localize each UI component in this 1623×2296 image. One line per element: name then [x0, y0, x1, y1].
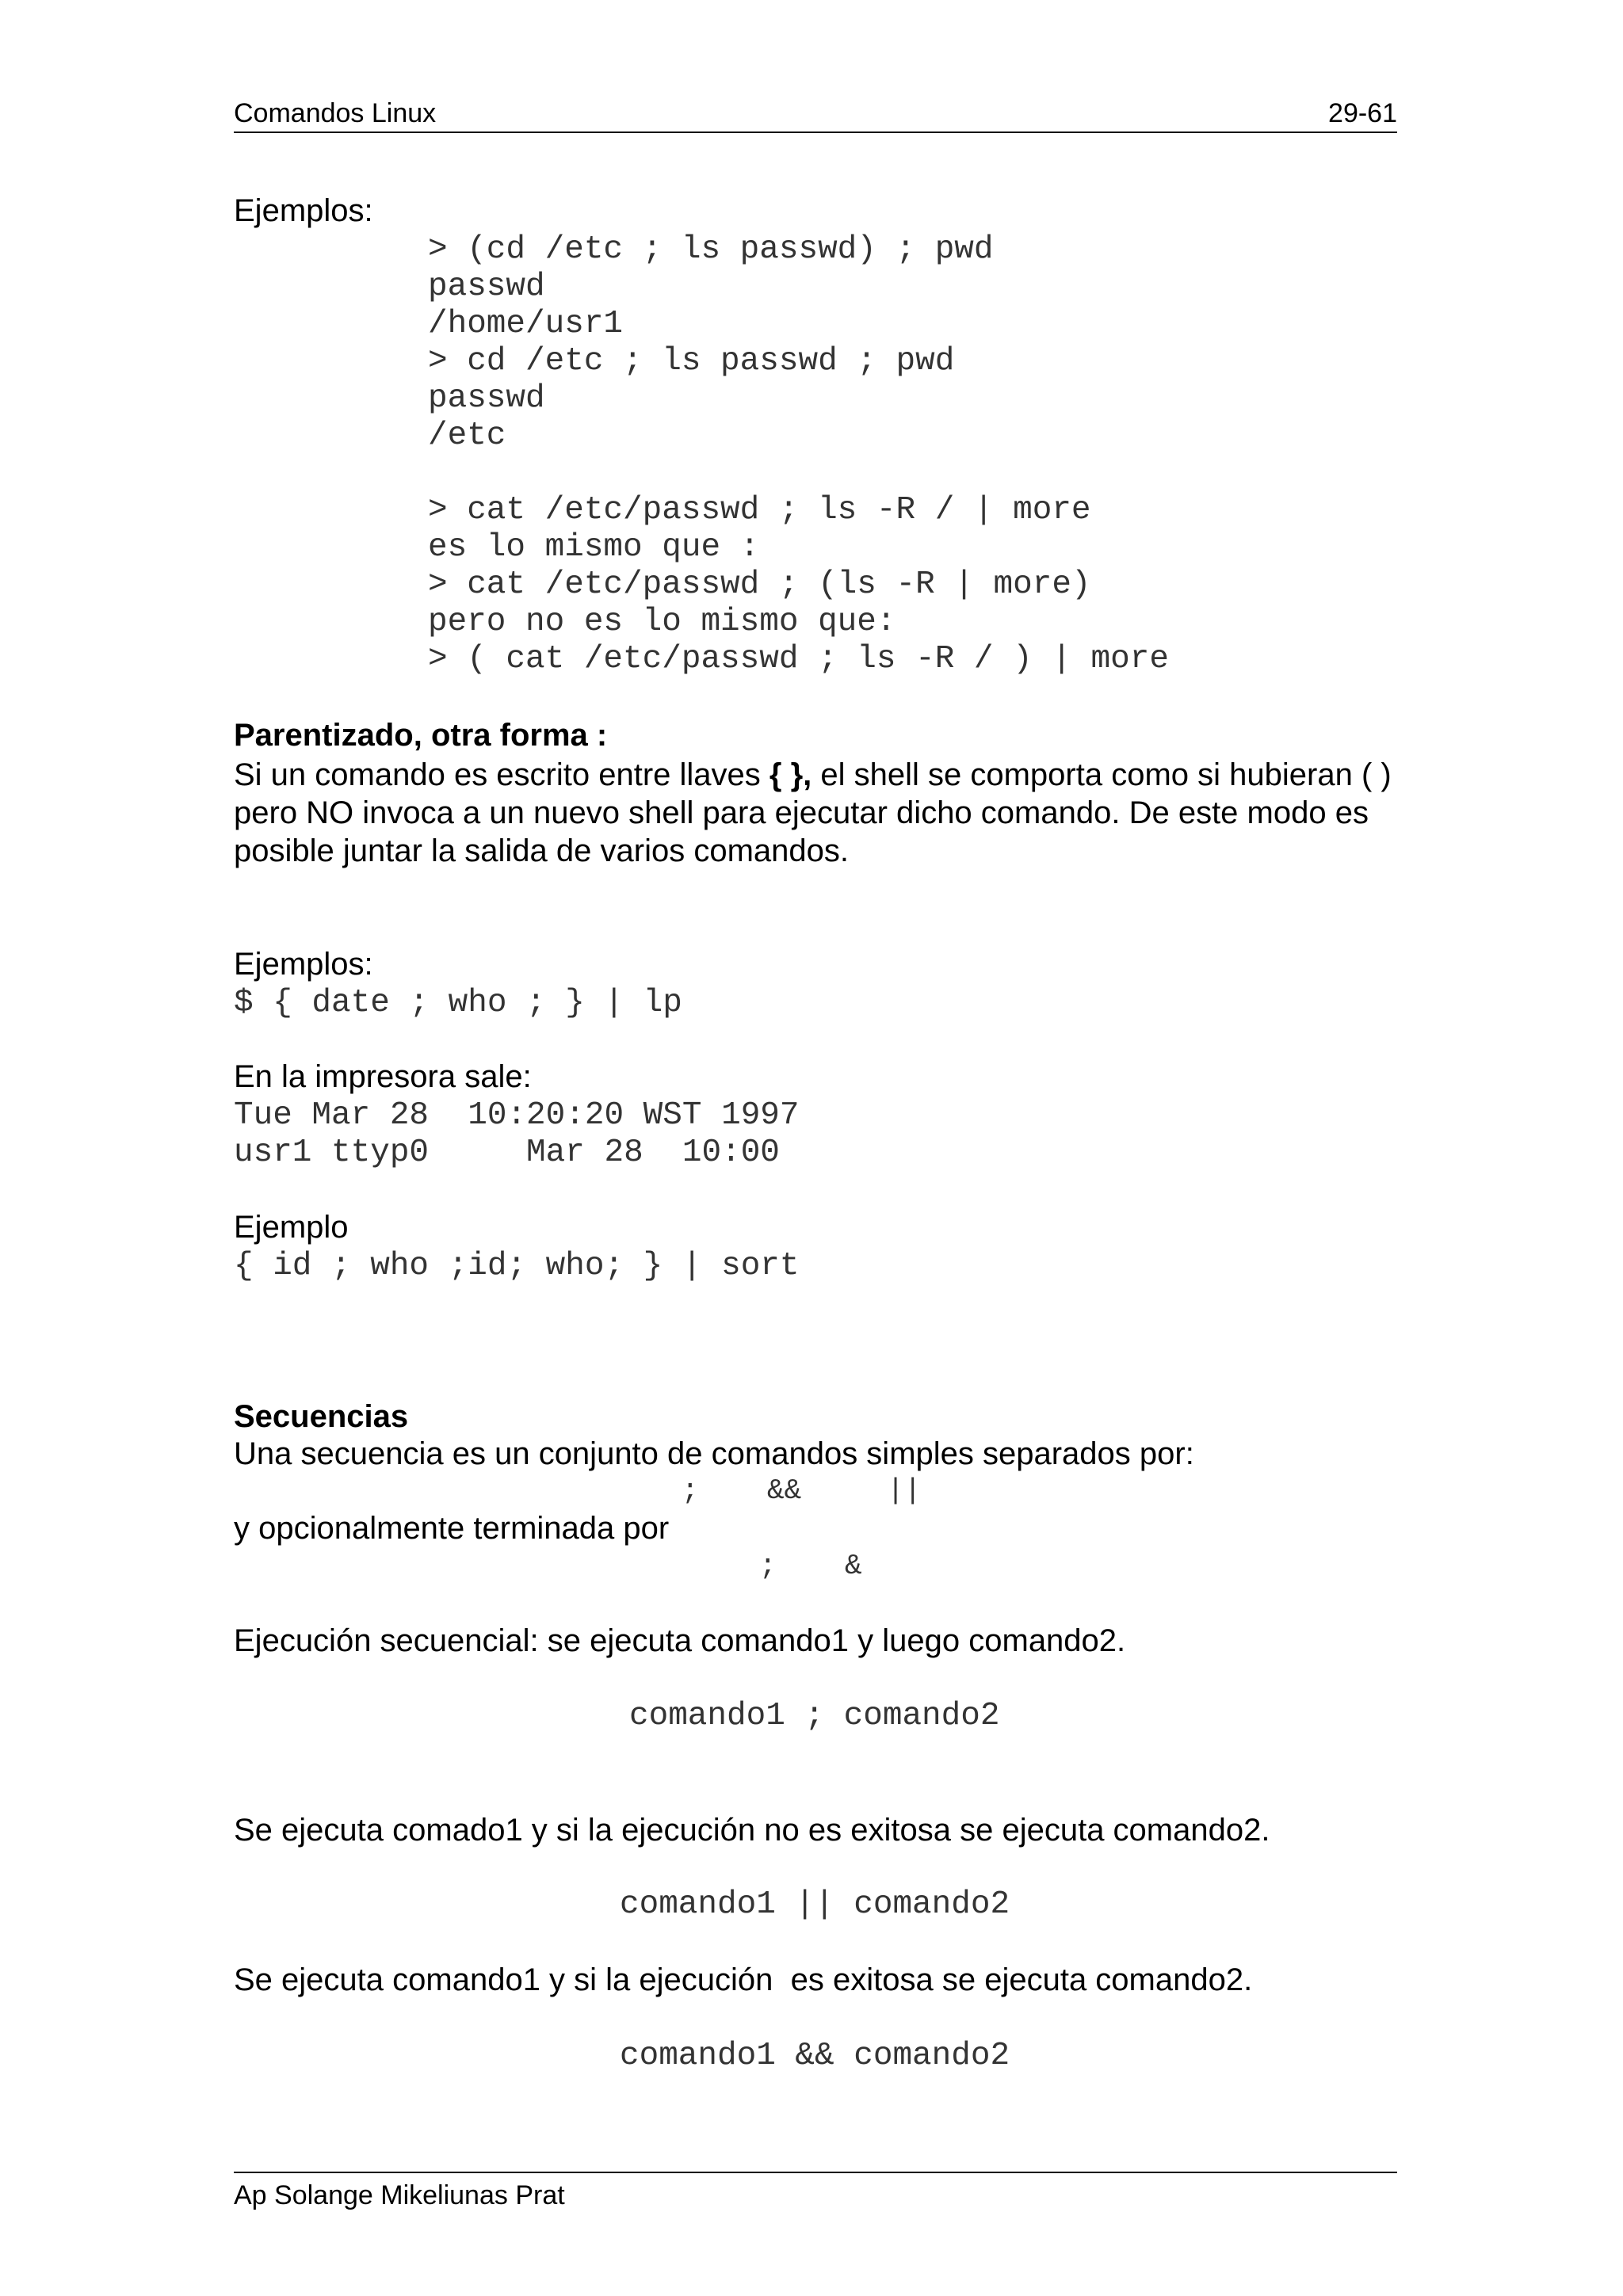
code-line: > cd /etc ; ls passwd ; pwd — [428, 343, 955, 379]
and-text: Se ejecuta comando1 y si la ejecución es exitosa se ejecuta comando2. — [234, 1962, 1253, 1997]
secuencias-heading: Secuencias — [234, 1399, 409, 1434]
parentizado-heading: Parentizado, otra forma : — [234, 718, 608, 753]
code-line: > cat /etc/passwd ; ls -R / | more — [428, 492, 1091, 528]
code-line: > ( cat /etc/passwd ; ls -R / ) | more — [428, 641, 1169, 677]
separator-list: ; && || — [682, 1474, 922, 1507]
secuencias-intro: Una secuencia es un conjunto de comandos simples separados por: — [234, 1436, 1194, 1471]
code-line: > cat /etc/passwd ; (ls -R | more) — [428, 566, 1091, 603]
code-line: > (cd /etc ; ls passwd) ; pwd — [428, 231, 994, 268]
code-line: comando1 ; comando2 — [629, 1698, 1000, 1734]
code-line: passwd — [428, 380, 545, 417]
paragraph-text: Si un comando es escrito entre llaves — [234, 757, 769, 792]
code-line: comando1 || comando2 — [620, 1886, 1010, 1923]
or-text: Se ejecuta comado1 y si la ejecución no es exitosa se ejecuta comando2. — [234, 1813, 1270, 1848]
examples-label: Ejemplos: — [234, 193, 373, 228]
code-line: Tue Mar 28 10:20:20 WST 1997 — [234, 1097, 800, 1134]
header-divider — [234, 132, 1397, 133]
code-line: /etc — [428, 418, 506, 454]
footer-divider — [234, 2172, 1397, 2173]
code-line: pero no es lo mismo que: — [428, 604, 896, 640]
page-number: 29-61 — [1328, 98, 1397, 128]
parentizado-paragraph — [234, 756, 1407, 870]
code-line: passwd — [428, 269, 545, 305]
footer-author: Ap Solange Mikeliunas Prat — [234, 2180, 565, 2210]
braces-emphasis: { }, — [769, 757, 812, 792]
secuencias-optional: y opcionalmente terminada por — [234, 1511, 670, 1546]
code-line: $ { date ; who ; } | lp — [234, 985, 682, 1021]
code-line: usr1 ttyp0 Mar 28 10:00 — [234, 1135, 780, 1171]
printer-output-label: En la impresora sale: — [234, 1059, 532, 1094]
header-title: Comandos Linux — [234, 98, 437, 128]
terminator-list: ; & — [759, 1550, 862, 1582]
code-line: { id ; who ;id; who; } | sort — [234, 1248, 800, 1284]
code-line: es lo mismo que : — [428, 529, 760, 566]
example-label: Ejemplo — [234, 1210, 349, 1245]
examples-label: Ejemplos: — [234, 947, 373, 982]
code-line: /home/usr1 — [428, 306, 624, 342]
paragraph-text: el shell se comporta como si hubieran ( ) pero NO invoca a un nuevo shell para ejecutar dicho comando. De este modo es posible juntar la salida de varios comandos. — [234, 757, 1392, 868]
sequential-text: Ejecución secuencial: se ejecuta comando1 y luego comando2. — [234, 1623, 1126, 1658]
code-line: comando1 && comando2 — [620, 2038, 1010, 2074]
